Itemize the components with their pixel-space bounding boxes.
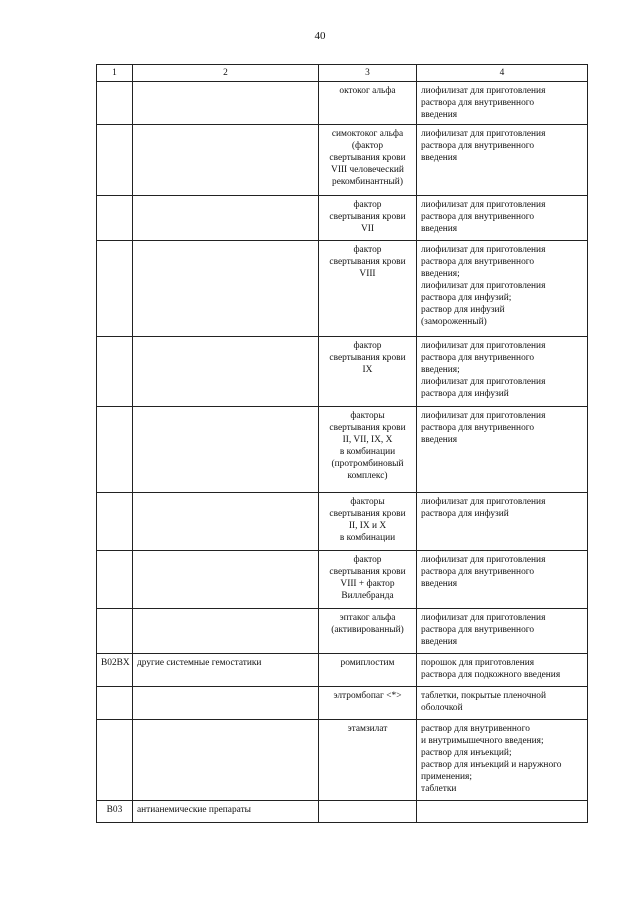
header-cell-4: 4: [417, 65, 588, 82]
code-cell: [97, 720, 133, 801]
table-row: [97, 125, 588, 196]
code-cell: [97, 337, 133, 407]
code-cell: [97, 609, 133, 654]
group-cell: антианемические препараты: [133, 801, 319, 823]
drug-cell: факторы свертывания крови II, VII, IX, X в комбинации (протромбиновый комплекс): [319, 407, 417, 493]
drug-cell: ромиплостим: [319, 654, 417, 687]
code-cell: [97, 493, 133, 551]
group-cell: [133, 407, 319, 493]
medication-table: [96, 64, 588, 823]
code-cell: [97, 196, 133, 241]
group-cell: [133, 196, 319, 241]
drug-cell: этамзилат: [319, 720, 417, 801]
page-number: 40: [314, 30, 326, 42]
table-row: [97, 801, 588, 823]
table-row: [97, 82, 588, 125]
group-cell: [133, 337, 319, 407]
form-cell: лиофилизат для приготовления раствора для внутривенного введения: [417, 125, 588, 196]
code-cell: B02BX: [97, 654, 133, 687]
form-cell: лиофилизат для приготовления раствора для внутривенного введения: [417, 82, 588, 125]
form-cell: лиофилизат для приготовления раствора для инфузий: [417, 493, 588, 551]
header-cell-3: 3: [319, 65, 417, 82]
form-cell: таблетки, покрытые пленочной оболочкой: [417, 687, 588, 720]
code-cell: [97, 82, 133, 125]
table-row: [97, 551, 588, 609]
group-cell: [133, 609, 319, 654]
group-cell: [133, 551, 319, 609]
form-cell: лиофилизат для приготовления раствора для внутривенного введения; лиофилизат для приготовления раствора для инфузий; раствор для инфузий (замороженный): [417, 241, 588, 337]
table-row: [97, 196, 588, 241]
group-cell: другие системные гемостатики: [133, 654, 319, 687]
drug-cell: [319, 801, 417, 823]
code-cell: [97, 551, 133, 609]
table-row: [97, 687, 588, 720]
form-cell: лиофилизат для приготовления раствора для внутривенного введения: [417, 609, 588, 654]
group-cell: [133, 241, 319, 337]
drug-cell: фактор свертывания крови VII: [319, 196, 417, 241]
form-cell: порошок для приготовления раствора для подкожного введения: [417, 654, 588, 687]
table-row: [97, 720, 588, 801]
table-row: [97, 337, 588, 407]
form-cell: [417, 801, 588, 823]
drug-cell: фактор свертывания крови IX: [319, 337, 417, 407]
group-cell: [133, 720, 319, 801]
code-cell: [97, 125, 133, 196]
code-cell: [97, 687, 133, 720]
table-row: [97, 407, 588, 493]
table-row: [97, 241, 588, 337]
table-row: [97, 609, 588, 654]
form-cell: лиофилизат для приготовления раствора для внутривенного введения: [417, 551, 588, 609]
table-row: [97, 654, 588, 687]
drug-cell: фактор свертывания крови VIII: [319, 241, 417, 337]
drug-cell: факторы свертывания крови II, IX и X в комбинации: [319, 493, 417, 551]
drug-cell: эптаког альфа (активированный): [319, 609, 417, 654]
group-cell: [133, 687, 319, 720]
form-cell: лиофилизат для приготовления раствора для внутривенного введения: [417, 407, 588, 493]
drug-cell: элтромбопаг <*>: [319, 687, 417, 720]
group-cell: [133, 493, 319, 551]
code-cell: B03: [97, 801, 133, 823]
form-cell: лиофилизат для приготовления раствора для внутривенного введения; лиофилизат для приготовления раствора для инфузий: [417, 337, 588, 407]
code-cell: [97, 407, 133, 493]
form-cell: лиофилизат для приготовления раствора для внутривенного введения: [417, 196, 588, 241]
form-cell: раствор для внутривенного и внутримышечного введения; раствор для инъекций; раствор для инъекций и наружного применения; таблетки: [417, 720, 588, 801]
drug-cell: фактор свертывания крови VIII + фактор Виллебранда: [319, 551, 417, 609]
group-cell: [133, 82, 319, 125]
table-header-row: [97, 65, 588, 82]
group-cell: [133, 125, 319, 196]
header-cell-2: 2: [133, 65, 319, 82]
table-row: [97, 493, 588, 551]
header-cell-1: 1: [97, 65, 133, 82]
code-cell: [97, 241, 133, 337]
drug-cell: симоктоког альфа (фактор свертывания крови VIII человеческий рекомбинантный): [319, 125, 417, 196]
drug-cell: октоког альфа: [319, 82, 417, 125]
